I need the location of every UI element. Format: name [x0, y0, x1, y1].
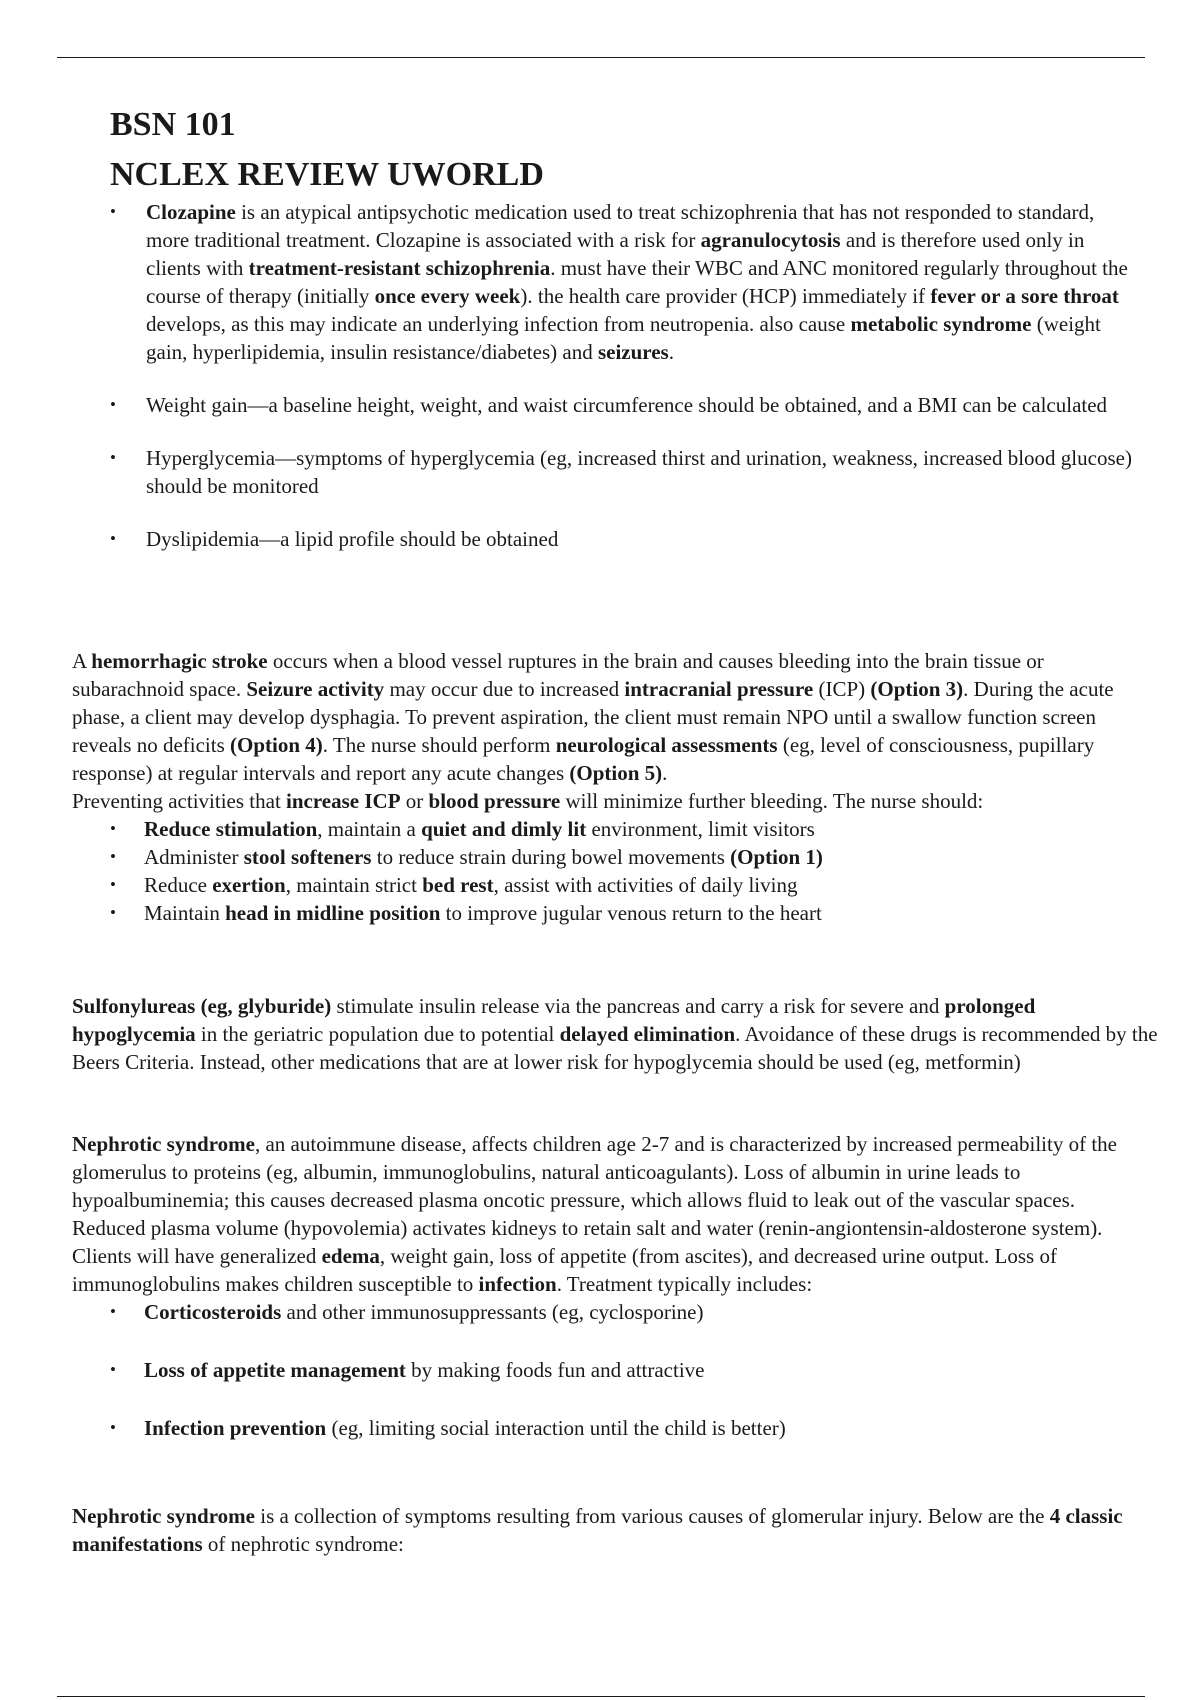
list-item: • Weight gain—a baseline height, weight, and waist circumference should be obtained, and a BMI can be calculated — [110, 391, 1140, 419]
paragraph: Preventing activities that increase ICP or blood pressure will minimize further bleeding. The nurse should: — [72, 789, 984, 813]
paragraph: Sulfonylureas (eg, glyburide) stimulate insulin release via the pancreas and carry a risk for severe and prolonged hypoglycemia in the geriatric population due to potential delayed elimination. Avoidance of these drugs is recommended by the Beers Criteria. Instead, other medications that are at lower risk for hypoglycemia should be used (eg, metformin) — [72, 994, 1158, 1074]
nephrotic-syndrome-section — [72, 1130, 1152, 1442]
document-title: NCLEX REVIEW UWORLD — [110, 156, 544, 193]
nephrotic-manifestations-section — [72, 1502, 1152, 1558]
paragraph: Nephrotic syndrome is a collection of symptoms resulting from various causes of glomerular injury. Below are the 4 classic manifestations of nephrotic syndrome: — [72, 1504, 1123, 1556]
nursing-actions-list — [72, 815, 1152, 927]
page-title — [110, 100, 544, 200]
list-item: • Corticosteroids and other immunosuppressants (eg, cyclosporine) — [72, 1298, 1152, 1326]
top-rule — [57, 57, 1145, 58]
course-code: BSN 101 — [110, 106, 236, 143]
list-item: • Maintain head in midline position to improve jugular venous return to the heart — [72, 899, 1152, 927]
bottom-rule — [57, 1696, 1145, 1697]
treatment-list — [72, 1298, 1152, 1442]
list-item: • Dyslipidemia—a lipid profile should be obtained — [110, 525, 1140, 553]
paragraph: A hemorrhagic stroke occurs when a blood vessel ruptures in the brain and causes bleeding into the brain tissue or subarachnoid space. Seizure activity may occur due to increased intracranial pressure (ICP) (Option 3). During the acute phase, a client may develop dysphagia. To prevent aspiration, the client must remain NPO until a swallow function screen reveals no deficits (Option 4). The nurse should perform neurological assessments (eg, level of consciousness, pupillary response) at regular intervals and report any acute changes (Option 5). — [72, 649, 1114, 785]
list-item: • Loss of appetite management by making foods fun and attractive — [72, 1356, 1152, 1384]
list-item: • Clozapine is an atypical antipsychotic medication used to treat schizophrenia that has not responded to standard, more traditional treatment. Clozapine is associated with a risk for agranulocytosis and is therefore used only in clients with treatment-resistant schizophrenia. must have their WBC and ANC monitored regularly throughout the course of therapy (initially once every week). the health care provider (HCP) immediately if fever or a sore throat develops, as this may indicate an underlying infection from neutropenia. also cause metabolic syndrome (weight gain, hyperlipidemia, insulin resistance/diabetes) and seizures. — [110, 198, 1140, 366]
hemorrhagic-stroke-section — [72, 647, 1152, 927]
clozapine-list — [110, 198, 1140, 553]
list-item: • Hyperglycemia—symptoms of hyperglycemia (eg, increased thirst and urination, weakness, increased blood glucose) should be monitored — [110, 444, 1140, 500]
clozapine-section — [110, 198, 1140, 553]
sulfonylureas-section — [72, 992, 1162, 1076]
list-item: • Infection prevention (eg, limiting social interaction until the child is better) — [72, 1414, 1152, 1442]
list-item: • Administer stool softeners to reduce strain during bowel movements (Option 1) — [72, 843, 1152, 871]
list-item: • Reduce stimulation, maintain a quiet and dimly lit environment, limit visitors — [72, 815, 1152, 843]
list-item: • Reduce exertion, maintain strict bed rest, assist with activities of daily living — [72, 871, 1152, 899]
paragraph: Nephrotic syndrome, an autoimmune disease, affects children age 2-7 and is characterized by increased permeability of the glomerulus to proteins (eg, albumin, immunoglobulins, natural anticoagulants). Loss of albumin in urine leads to hypoalbuminemia; this causes decreased plasma oncotic pressure, which allows fluid to leak out of the vascular spaces. Reduced plasma volume (hypovolemia) activates kidneys to retain salt and water (renin-angiontensin-aldosterone system). Clients will have generalized edema, weight gain, loss of appetite (from ascites), and decreased urine output. Loss of immunoglobulins makes children susceptible to infection. Treatment typically includes: — [72, 1132, 1117, 1296]
